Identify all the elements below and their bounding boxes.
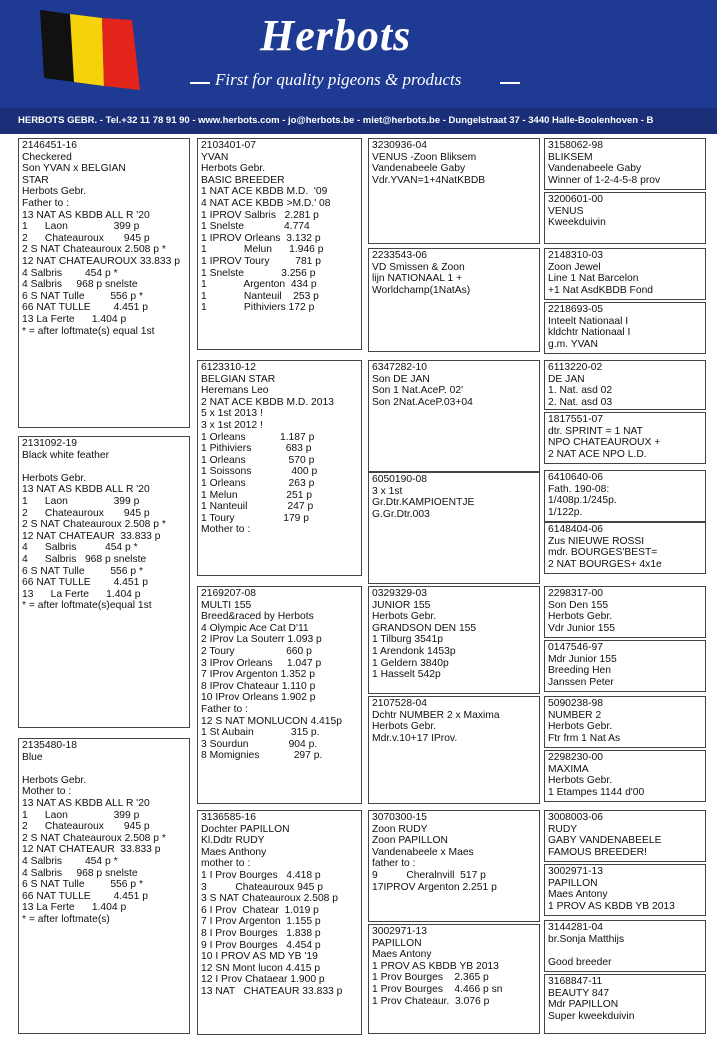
card-line: 1 Argenton 434 p [201, 279, 317, 291]
card-line: 66 NAT TULLE 4.451 p [22, 890, 148, 902]
card-line: 1 Laon 399 p [22, 495, 140, 507]
ring-number: 5090238-98 [548, 698, 603, 709]
card-line: Fath. 190-08: [548, 483, 610, 495]
card-line: 1 Melun 251 p [201, 489, 313, 501]
pigeon-card [18, 738, 190, 1034]
contact-bar: HERBOTS GEBR. - Tel.+32 11 78 91 90 - www.herbots.com - jo@herbots.be - miet@herbots.be - Dungelstraat 37 - 3440 Halle-Boolenhoven - B [0, 108, 717, 134]
card-line: 1 Geldern 3840p [372, 657, 449, 669]
card-line: FAMOUS BREEDER! [548, 846, 647, 858]
card-line: 12 I Prov Chataear 1.900 p [201, 974, 325, 986]
ring-number: 6347282-10 [372, 362, 427, 373]
card-line: Vdr Junior 155 [548, 622, 615, 634]
card-line: 13 La Ferte 1.404 p [22, 588, 141, 600]
pigeon-card [544, 810, 706, 862]
card-line: 9 Cheralnvill 517 p [372, 869, 486, 881]
pigeon-card [18, 436, 190, 728]
card-line: 2 NAT ACE KBDB M.D. 2013 [201, 396, 334, 408]
pigeon-card [368, 360, 540, 472]
card-line: Super kweekduivin [548, 1010, 635, 1022]
pigeon-card [368, 696, 540, 804]
card-line: Mdr PAPILLON [548, 999, 619, 1011]
ring-number: 3070300-15 [372, 812, 427, 823]
pigeon-card [544, 302, 706, 354]
card-line: 1 Prov Bourges 2.365 p [372, 972, 489, 984]
card-line: 1 IPROV Salbris 2.281 p [201, 209, 319, 221]
card-line: Kl.Ddtr RUDY [201, 835, 265, 847]
pigeon-card [197, 360, 362, 576]
card-line: Mdr.v.10+17 IProv. [372, 732, 458, 744]
card-line: Blue [22, 751, 43, 763]
card-line: 4 Salbris 968 p snelste [22, 553, 147, 565]
pigeon-card [544, 640, 706, 692]
pigeon-card [368, 924, 540, 1034]
ring-number: 3158062-98 [548, 140, 603, 151]
card-line: Herbots Gebr. [201, 163, 266, 175]
card-line: 3 x 1st 2012 ! [201, 419, 263, 431]
pigeon-card [544, 412, 706, 464]
ring-number: 3002971-13 [548, 866, 603, 877]
card-line: 12 S NAT MONLUCON 4.415p [201, 715, 342, 727]
card-line: 1 Soissons 400 p [201, 466, 318, 478]
card-line: Heremans Leo [201, 385, 269, 397]
card-line: 4 Salbris 454 p * [22, 267, 118, 279]
card-line: 1 Pithiviers 172 p [201, 302, 315, 314]
card-line: 2 Toury 660 p [201, 645, 312, 657]
card-line: father to : [372, 858, 416, 870]
pigeon-card [368, 472, 540, 584]
card-line: 6 S NAT Tulle 556 p * [22, 565, 143, 577]
card-line: Zus NIEUWE ROSSI [548, 535, 645, 547]
card-line: Maes Anthony [201, 846, 267, 858]
card-line: Son YVAN x BELGIAN [22, 163, 126, 175]
pigeon-card [368, 138, 540, 244]
card-line: 17IPROV Argenton 2.251 p [372, 881, 497, 893]
card-line: 1 IPROV Orleans 3.132 p [201, 232, 321, 244]
card-line: 1 Nanteuil 253 p [201, 290, 319, 302]
pigeon-card [544, 920, 706, 972]
card-line: BELGIAN STAR [201, 373, 276, 385]
ring-number: 2298230-00 [548, 752, 603, 763]
card-line: Herbots Gebr. [548, 721, 613, 733]
card-line: 6 I Prov Chatear 1.019 p [201, 904, 319, 916]
ring-number: 2146451-16 [22, 140, 77, 151]
ring-number: 2298317-00 [548, 588, 603, 599]
card-line: 1/122p. [548, 506, 583, 518]
card-line: 10 I PROV AS MD YB '19 [201, 951, 318, 963]
card-line: 66 NAT TULLE 4.451 p [22, 302, 148, 314]
card-line: 5 x 1st 2013 ! [201, 408, 263, 420]
card-line: Maes Antony [548, 889, 608, 901]
card-line: 6 S NAT Tulle 556 p * [22, 879, 143, 891]
ring-number: 2218693-05 [548, 304, 603, 315]
ring-number: 3008003-06 [548, 812, 603, 823]
card-line: +1 Nat AsdKBDB Fond [548, 284, 654, 296]
card-line: Black white feather [22, 449, 109, 461]
card-line: 13 NAT CHATEAUR 33.833 p [201, 985, 343, 997]
ring-number: 6410640-06 [548, 472, 603, 483]
card-line: Checkered [22, 151, 72, 163]
card-line: 2 Chateauroux 945 p [22, 232, 150, 244]
card-line: Dchtr NUMBER 2 x Maxima [372, 709, 500, 721]
card-line: 13 La Ferte 1.404 p [22, 902, 127, 914]
card-line: 1 Prov Bourges 4.466 p sn [372, 983, 503, 995]
card-line: Ftr frm 1 Nat As [548, 732, 621, 744]
card-line: Herbots Gebr. [22, 186, 87, 198]
ring-number: 6050190-08 [372, 474, 427, 485]
card-line: 2 S NAT Chateauroux 2.508 p * [22, 244, 166, 256]
card-line: 2 S NAT Chateauroux 2.508 p * [22, 519, 166, 531]
pigeon-card [197, 138, 362, 350]
card-line: Zoon RUDY [372, 823, 428, 835]
card-line: Janssen Peter [548, 676, 614, 688]
card-line: Vandenabeele Gaby [548, 163, 642, 175]
card-line: 2 Chateauroux 945 p [22, 507, 150, 519]
card-line: 1 Laon 399 p [22, 221, 140, 233]
card-line: Zoon PAPILLON [372, 835, 448, 847]
ring-number: 2169207-08 [201, 588, 256, 599]
card-line: Kweekduivin [548, 217, 606, 229]
card-line: MAXIMA [548, 763, 589, 775]
card-line: 1 Snelste 3.256 p [201, 267, 316, 279]
ring-number: 2131092-19 [22, 438, 77, 449]
pigeon-card [544, 248, 706, 300]
card-line: * = after loftmate(s) [22, 913, 110, 925]
card-line [22, 763, 186, 775]
card-line: 13 NAT AS KBDB ALL R '20 [22, 797, 150, 809]
card-line: * = after loftmate(s) equal 1st [22, 325, 155, 337]
card-line: * = after loftmate(s)equal 1st [22, 600, 152, 612]
pigeon-card [368, 248, 540, 352]
card-line: 4 Salbris 968 p snelste [22, 279, 138, 291]
ring-number: 2103401-07 [201, 140, 256, 151]
card-line: 1 Orleans 263 p [201, 477, 315, 489]
card-line: 3 IProv Orleans 1.047 p [201, 657, 322, 669]
card-line: Herbots Gebr. [22, 774, 87, 786]
card-line: JUNIOR 155 [372, 599, 431, 611]
card-line: 3 Sourdun 904 p. [201, 738, 318, 750]
card-line: STAR [22, 174, 49, 186]
card-line: 12 NAT CHATEAUROUX 33.833 p [22, 255, 180, 267]
pigeon-card [544, 360, 706, 410]
card-line: Vandenabeele x Maes [372, 846, 474, 858]
card-line: 10 IProv Orleans 1.902 p [201, 692, 316, 704]
card-line: 2 IProv La Souterr 1.093 p [201, 634, 322, 646]
brand-logo: Herbots [260, 11, 412, 60]
card-line: dtr. SPRINT = 1 NAT [548, 425, 643, 437]
card-line: lijn NATIONAAL 1 + [372, 273, 463, 285]
card-line: Worldchamp(1NatAs) [372, 284, 471, 296]
card-line: 13 La Ferte 1.404 p [22, 313, 127, 325]
card-line: 2 NAT BOURGES+ 4x1e [548, 558, 662, 570]
card-line: 7 I Prov Argenton 1.155 p [201, 916, 321, 928]
card-line: Vandenabeele Gaby [372, 163, 466, 175]
pigeon-card [197, 586, 362, 804]
pigeon-card [544, 192, 706, 244]
card-line: mother to : [201, 858, 251, 870]
card-line: RUDY [548, 823, 578, 835]
pigeon-card [544, 470, 706, 522]
ring-number: 3200601-00 [548, 194, 603, 205]
card-line: 1 Tilburg 3541p [372, 634, 443, 646]
pigeon-card [368, 810, 540, 922]
card-line [548, 945, 702, 957]
card-line: Breed&raced by Herbots [201, 611, 314, 623]
card-line: 8 IProv Chateaur 1.110 p [201, 680, 316, 692]
card-line: 1 St Aubain 315 p. [201, 727, 320, 739]
card-line: 8 Momignies 297 p. [201, 750, 323, 762]
card-line: Herbots Gebr. [372, 611, 437, 623]
card-line: 2 S NAT Chateauroux 2.508 p * [22, 832, 166, 844]
card-line: G.Gr.Dtr.003 [372, 508, 430, 520]
card-line: Herbots Gebr. [22, 472, 87, 484]
card-line: Winner of 1-2-4-5-8 prov [548, 174, 661, 186]
card-line: 1 Melun 1.946 p [201, 244, 324, 256]
card-line: Herbots Gebr. [372, 721, 437, 733]
card-line: 1 Prov Chateaur. 3.076 p [372, 995, 490, 1007]
card-line: Mother to : [22, 786, 72, 798]
card-line: 1 Hasselt 542p [372, 669, 441, 681]
card-line: 1 Nanteuil 247 p [201, 501, 314, 513]
card-line: 8 I Prov Bourges 1.838 p [201, 927, 321, 939]
card-line: Gr.Dtr.KAMPIOENTJE [372, 497, 475, 509]
pigeon-card [544, 696, 706, 748]
card-line: 1 PROV AS KBDB YB 2013 [548, 900, 675, 912]
card-line: 4 NAT ACE KBDB >M.D.' 08 [201, 197, 331, 209]
card-line: 1 Orleans 1.187 p [201, 431, 315, 443]
pigeon-card [197, 810, 362, 1035]
card-line: kldchtr Nationaal I [548, 327, 631, 339]
card-line: 3 Chateauroux 945 p [201, 881, 323, 893]
ring-number: 2107528-04 [372, 698, 427, 709]
card-line: DE JAN [548, 373, 585, 385]
card-line: 1. Nat. asd 02 [548, 385, 613, 397]
card-line: Father to : [22, 197, 69, 209]
card-line: Son Den 155 [548, 599, 609, 611]
card-line: NUMBER 2 [548, 709, 602, 721]
card-line: MULTI 155 [201, 599, 252, 611]
pigeon-card [544, 586, 706, 638]
ring-number: 6123310-12 [201, 362, 256, 373]
card-line: mdr. BOURGES'BEST= [548, 547, 658, 559]
card-line: Dochter PAPILLON [201, 823, 290, 835]
card-line: Son DE JAN [372, 373, 430, 385]
tagline: First for quality pigeons & products [215, 70, 462, 89]
card-line: BEAUTY 847 [548, 987, 610, 999]
card-line: VD Smissen & Zoon [372, 261, 465, 273]
card-line: g.m. YVAN [548, 338, 598, 350]
card-line: Mother to : [201, 524, 251, 536]
card-line: 4 Olympic Ace Cat D'11 [201, 622, 309, 634]
card-line: 7 IProv Argenton 1.352 p [201, 669, 315, 681]
card-line: BLIKSEM [548, 151, 593, 163]
card-line: 2 NAT ACE NPO L.D. [548, 448, 647, 460]
card-line: PAPILLON [372, 937, 422, 949]
card-line: Son 1 Nat.AceP. 02' [372, 385, 464, 397]
card-line: 1 Orleans 570 p [201, 454, 315, 466]
card-line: 1 Arendonk 1453p [372, 645, 456, 657]
card-line: 2 Chateauroux 945 p [22, 821, 150, 833]
card-line: 4 Salbris 454 p * [22, 542, 138, 554]
ring-number: 6113220-02 [548, 362, 603, 373]
card-line: Inteelt Nationaal I [548, 315, 629, 327]
ring-number: 2148310-03 [548, 250, 603, 261]
card-line: 1 IPROV Toury 781 p [201, 255, 321, 267]
divider [500, 82, 520, 84]
pigeon-card [544, 522, 706, 574]
card-line: Zoon Jewel [548, 261, 601, 273]
card-line: 3 x 1st [372, 485, 403, 497]
belgian-flag-icon [40, 8, 140, 90]
ring-number: 3136585-16 [201, 812, 256, 823]
ring-number: 2233543-06 [372, 250, 427, 261]
card-line: Vdr.YVAN=1+4NatKBDB [372, 174, 486, 186]
card-line: Herbots Gebr. [548, 775, 613, 787]
card-line: br.Sonja Matthijs [548, 933, 625, 945]
card-line: 13 NAT AS KBDB ALL R '20 [22, 209, 150, 221]
pigeon-card [368, 586, 540, 694]
card-line: Father to : [201, 703, 248, 715]
divider [190, 82, 210, 84]
ring-number: 2135480-18 [22, 740, 77, 751]
card-line: YVAN [201, 151, 229, 163]
card-line: 12 SN Mont lucon 4.415 p [201, 962, 321, 974]
card-line: Line 1 Nat Barcelon [548, 273, 639, 285]
ring-number: 3168847-11 [548, 976, 603, 987]
card-line: 1 Laon 399 p [22, 809, 140, 821]
card-line: 1 I Prov Bourges 4.418 p [201, 869, 321, 881]
ring-number: 0147546-97 [548, 642, 603, 653]
card-line: BASIC BREEDER [201, 174, 285, 186]
card-line: PAPILLON [548, 877, 598, 889]
card-line: 1 NAT ACE KBDB M.D. '09 [201, 186, 328, 198]
card-line: GABY VANDENABEELE [548, 835, 662, 847]
ring-number: 0329329-03 [372, 588, 427, 599]
card-line: 4 Salbris 968 p snelste [22, 867, 138, 879]
card-line: 1 Etampes 1144 d'00 [548, 786, 645, 798]
pigeon-card [544, 750, 706, 802]
card-line: 12 NAT CHATEAUR 33.833 p [22, 530, 161, 542]
pigeon-card [544, 138, 706, 190]
card-line: 3 S NAT Chateauroux 2.508 p [201, 893, 338, 905]
card-line: 2. Nat. asd 03 [548, 396, 613, 408]
card-line: 4 Salbris 454 p * [22, 855, 118, 867]
card-line: VENUS -Zoon Bliksem [372, 151, 477, 163]
card-line [22, 461, 186, 473]
ring-number: 3144281-04 [548, 922, 603, 933]
pigeon-card [18, 138, 190, 428]
card-line: 13 NAT AS KBDB ALL R '20 [22, 484, 150, 496]
card-line: 1 Toury 179 p [201, 512, 309, 524]
card-line: GRANDSON DEN 155 [372, 622, 477, 634]
card-line: Maes Antony [372, 949, 432, 961]
pigeon-card [544, 974, 706, 1034]
header-banner [0, 0, 717, 108]
ring-number: 6148404-06 [548, 524, 603, 535]
card-line: VENUS [548, 205, 584, 217]
card-line: Herbots Gebr. [548, 611, 613, 623]
card-line: 6 S NAT Tulle 556 p * [22, 290, 143, 302]
card-line: 9 I Prov Bourges 4.454 p [201, 939, 321, 951]
card-line: 66 NAT TULLE 4.451 p [22, 577, 148, 589]
card-line: Good breeder [548, 956, 612, 968]
card-line: 1/408p.1/245p. [548, 495, 617, 507]
pigeon-card [544, 864, 706, 916]
card-line: 1 Snelste 4.774 [201, 221, 310, 233]
card-line: 1 Pithiviers 683 p [201, 443, 312, 455]
card-line: Mdr Junior 155 [548, 653, 617, 665]
card-line: 1 PROV AS KBDB YB 2013 [372, 960, 499, 972]
card-line: 12 NAT CHATEAUR 33.833 p [22, 844, 161, 856]
ring-number: 1817551-07 [548, 414, 603, 425]
ring-number: 3002971-13 [372, 926, 427, 937]
card-line: NPO CHATEAUROUX + [548, 437, 661, 449]
card-line: Son 2Nat.AceP.03+04 [372, 396, 473, 408]
ring-number: 3230936-04 [372, 140, 427, 151]
card-line: Breeding Hen [548, 665, 611, 677]
